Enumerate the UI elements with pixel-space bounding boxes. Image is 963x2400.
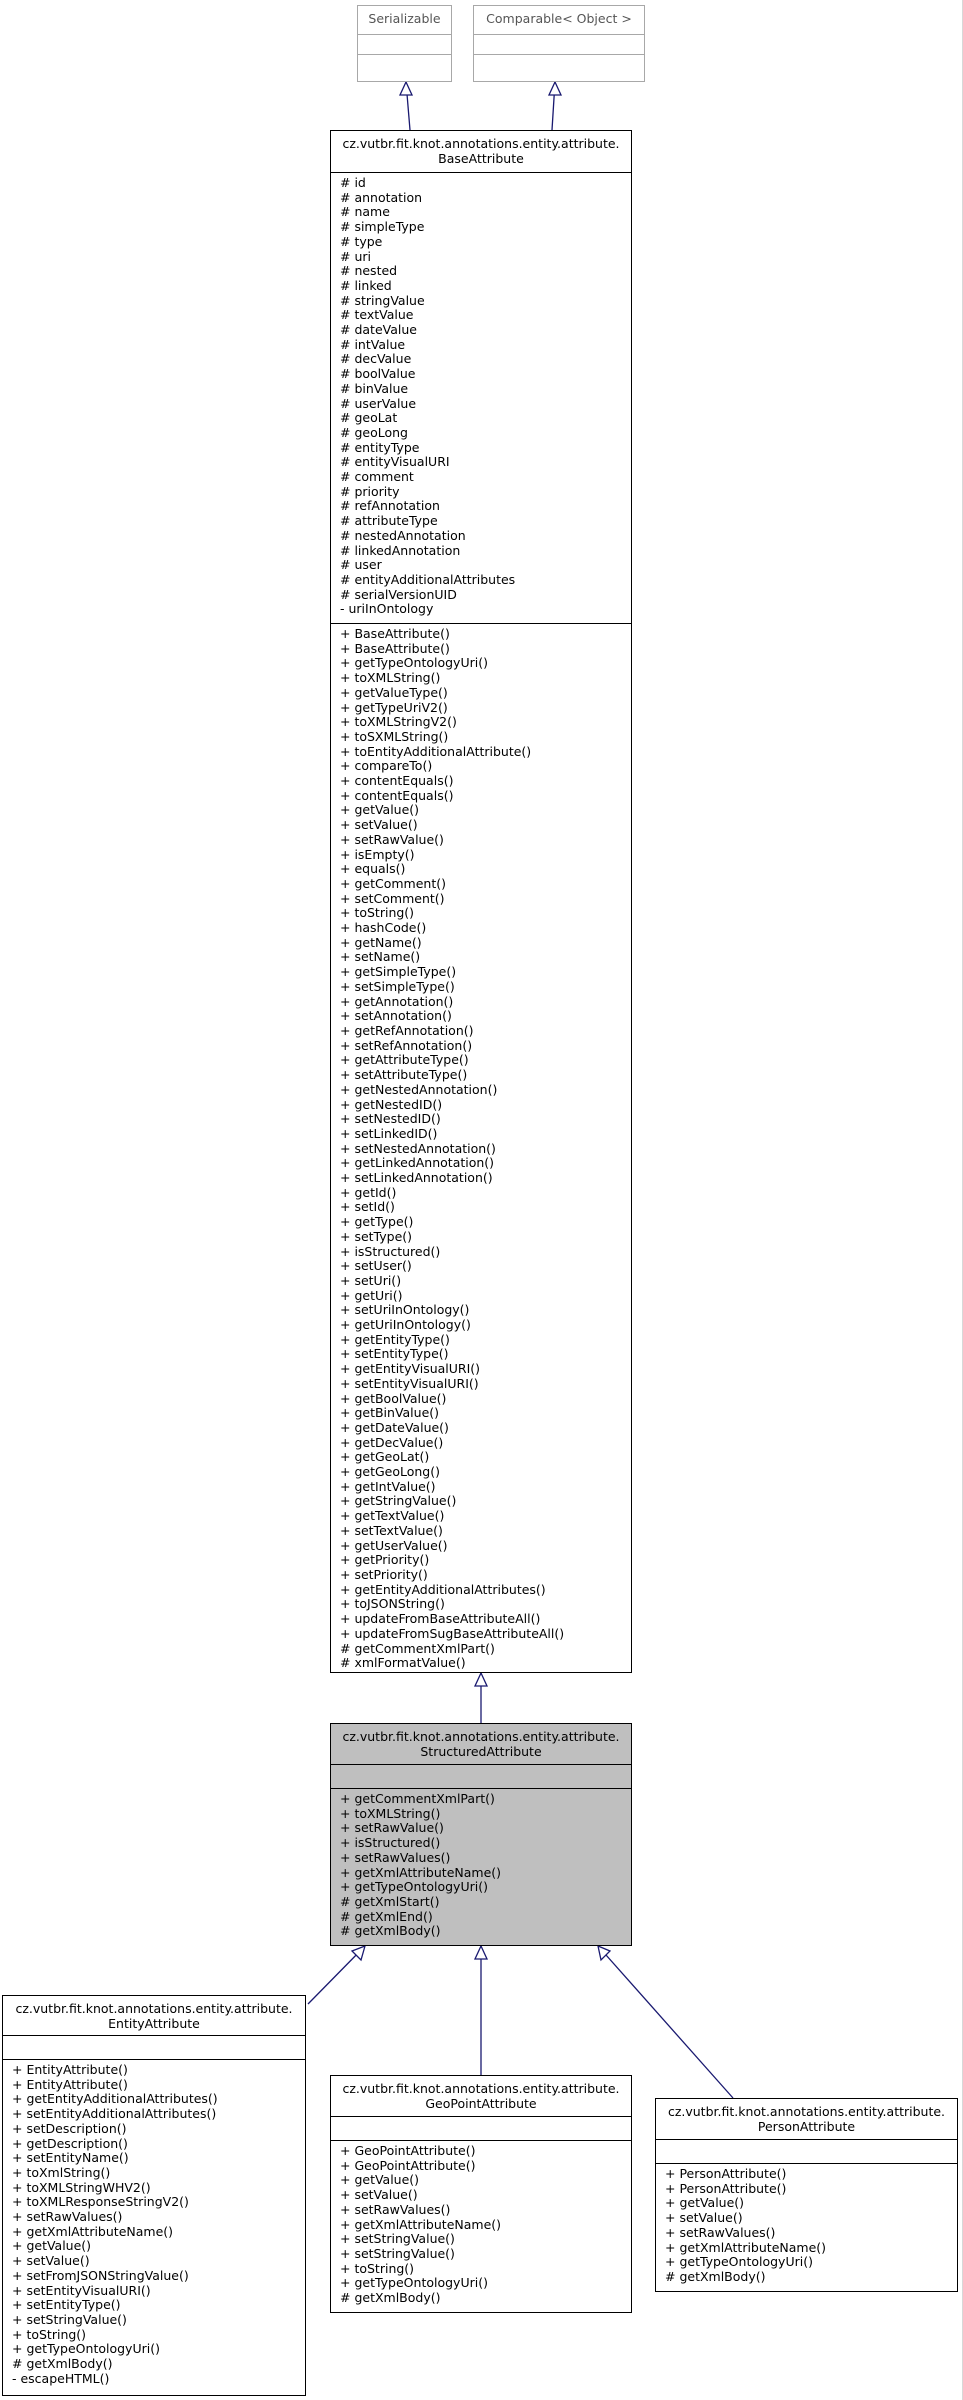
- method-row: + toXMLStringWHV2(): [12, 2179, 151, 2195]
- method-row: + getBoolValue(): [340, 1390, 447, 1406]
- attribute-row: # nestedAnnotation: [340, 527, 466, 543]
- method-row: + toXMLString(): [340, 1805, 441, 1821]
- class-title: [331, 1724, 631, 1764]
- attribute-row: # binValue: [340, 380, 409, 396]
- method-row: + setEntityName(): [12, 2150, 129, 2166]
- method-row: + setFromJSONStringValue(): [12, 2267, 189, 2283]
- attribute-row: # textValue: [340, 307, 414, 323]
- attribute-row: # annotation: [340, 189, 423, 205]
- method-row: + toString(): [340, 2260, 415, 2276]
- attribute-row: # stringValue: [340, 292, 425, 308]
- method-row: + getUserValue(): [340, 1537, 448, 1553]
- method-row: + setStringValue(): [12, 2311, 127, 2327]
- class-title: [331, 131, 631, 172]
- method-row: + contentEquals(): [340, 773, 454, 789]
- methods-section: [331, 1788, 631, 1945]
- attribute-row: # boolValue: [340, 366, 416, 382]
- method-row: # getXmlBody(): [340, 2290, 441, 2306]
- method-row: + setValue(): [665, 2210, 743, 2226]
- method-row: + setName(): [340, 949, 421, 965]
- method-row: + getXmlAttributeName(): [340, 1864, 502, 1880]
- method-row: + setNestedAnnotation(): [340, 1140, 496, 1156]
- class-package: cz.vutbr.fit.knot.annotations.entity.attribute.: [342, 2081, 620, 2096]
- method-row: + getEntityVisualURI(): [340, 1361, 481, 1377]
- method-row: + getValueType(): [340, 684, 448, 700]
- attribute-row: # type: [340, 233, 383, 249]
- method-row: + BaseAttribute(): [340, 640, 450, 656]
- method-row: + getEntityType(): [340, 1331, 450, 1347]
- method-row: + getCommentXmlPart(): [340, 1791, 495, 1806]
- class-name: PersonAttribute: [757, 2119, 856, 2134]
- method-row: + setSimpleType(): [340, 978, 455, 994]
- attribute-row: # user: [340, 557, 382, 573]
- method-row: + setEntityType(): [12, 2297, 121, 2313]
- method-row: + setRawValues(): [12, 2209, 123, 2225]
- method-row: + BaseAttribute(): [340, 626, 450, 641]
- method-row: + setRawValues(): [340, 1849, 451, 1865]
- class-comparable: [473, 5, 645, 82]
- method-row: + getTypeOntologyUri(): [340, 655, 488, 671]
- method-row: + getEntityAdditionalAttributes(): [12, 2091, 218, 2107]
- method-row: + getRefAnnotation(): [340, 1022, 474, 1038]
- method-row: + getEntityAdditionalAttributes(): [340, 1581, 546, 1597]
- attributes-section: [656, 2139, 957, 2163]
- method-row: + getType(): [340, 1214, 414, 1230]
- method-row: + setNestedID(): [340, 1111, 441, 1127]
- attribute-row: # linkedAnnotation: [340, 542, 461, 558]
- attribute-row: # name: [340, 204, 390, 220]
- attribute-row: # geoLat: [340, 410, 398, 426]
- method-row: + getValue(): [12, 2238, 92, 2254]
- arrowhead-base: [475, 1673, 487, 1686]
- attribute-row: # decValue: [340, 351, 412, 367]
- class-name: Comparable< Object >: [486, 11, 632, 26]
- method-row: + setEntityVisualURI(): [12, 2282, 151, 2298]
- attributes-section: [474, 34, 644, 54]
- method-row: + setLinkedAnnotation(): [340, 1170, 493, 1186]
- attribute-row: # linked: [340, 277, 392, 293]
- method-row: + hashCode(): [340, 920, 427, 936]
- attribute-row: # userValue: [340, 395, 417, 411]
- attribute-row: # serialVersionUID: [340, 586, 457, 602]
- method-row: + getXmlAttributeName(): [12, 2223, 174, 2239]
- method-row: + setEntityType(): [340, 1346, 449, 1362]
- method-row: + getXmlAttributeName(): [665, 2239, 827, 2255]
- method-row: + getNestedID(): [340, 1096, 443, 1112]
- class-entity-attribute: [2, 1995, 306, 2396]
- method-row: + getTypeUriV2(): [340, 699, 448, 715]
- attributes-section: [331, 2116, 631, 2140]
- method-row: + getComment(): [340, 875, 446, 891]
- method-row: + getValue(): [340, 802, 420, 818]
- attribute-row: - uriInOntology: [340, 601, 434, 617]
- method-row: + updateFromSugBaseAttributeAll(): [340, 1625, 565, 1641]
- method-row: + toXMLString(): [340, 670, 441, 686]
- attributes-section: [331, 172, 631, 623]
- method-row: + getAttributeType(): [340, 1052, 469, 1068]
- method-row: + setEntityVisualURI(): [340, 1375, 479, 1391]
- method-row: + toString(): [12, 2326, 87, 2342]
- method-row: + EntityAttribute(): [12, 2076, 128, 2092]
- method-row: + getTypeOntologyUri(): [340, 1879, 488, 1895]
- method-row: + getTypeOntologyUri(): [340, 2275, 488, 2291]
- method-row: + isStructured(): [340, 1835, 441, 1851]
- attribute-row: # priority: [340, 483, 400, 499]
- method-row: + PersonAttribute(): [665, 2180, 787, 2196]
- method-row: + setEntityAdditionalAttributes(): [12, 2106, 217, 2122]
- method-row: + getXmlAttributeName(): [340, 2216, 502, 2232]
- method-row: + setValue(): [12, 2253, 90, 2269]
- method-row: + getUri(): [340, 1287, 403, 1303]
- method-row: + getDecValue(): [340, 1434, 444, 1450]
- method-row: + GeoPointAttribute(): [340, 2157, 476, 2173]
- attribute-row: # nested: [340, 263, 398, 279]
- method-row: + setAttributeType(): [340, 1067, 468, 1083]
- methods-section: [474, 54, 644, 81]
- attribute-row: # attributeType: [340, 513, 438, 529]
- method-row: + getSimpleType(): [340, 964, 457, 980]
- class-package: cz.vutbr.fit.knot.annotations.entity.attribute.: [342, 136, 620, 151]
- attribute-row: # dateValue: [340, 322, 417, 338]
- class-name: EntityAttribute: [108, 2016, 200, 2031]
- method-row: + setAnnotation(): [340, 1008, 452, 1024]
- method-row: + getAnnotation(): [340, 993, 454, 1009]
- class-geo-point-attribute: [330, 2075, 632, 2313]
- method-row: + getTextValue(): [340, 1508, 445, 1524]
- method-row: # getCommentXmlPart(): [340, 1640, 495, 1656]
- method-row: + getDateValue(): [340, 1419, 449, 1435]
- class-title: [358, 6, 451, 34]
- method-row: + getGeoLong(): [340, 1464, 440, 1480]
- method-row: + setTextValue(): [340, 1522, 443, 1538]
- method-row: + getIntValue(): [340, 1478, 436, 1494]
- method-row: + getDescription(): [12, 2135, 128, 2151]
- method-row: + toXMLStringV2(): [340, 714, 457, 730]
- method-row: + EntityAttribute(): [12, 2062, 128, 2077]
- class-title: [331, 2076, 631, 2116]
- method-row: + getValue(): [340, 2172, 420, 2188]
- method-row: + getGeoLat(): [340, 1449, 430, 1465]
- method-row: + updateFromBaseAttributeAll(): [340, 1611, 541, 1627]
- method-row: + getTypeOntologyUri(): [12, 2341, 160, 2357]
- class-package: cz.vutbr.fit.knot.annotations.entity.attribute.: [15, 2001, 293, 2016]
- method-row: + setStringValue(): [340, 2231, 455, 2247]
- arrowhead-structured-center: [475, 1946, 487, 1959]
- class-title: [656, 2099, 957, 2139]
- method-row: # getXmlStart(): [340, 1893, 440, 1909]
- attributes-section: [3, 2035, 305, 2059]
- method-row: + setStringValue(): [340, 2245, 455, 2261]
- method-row: + setPriority(): [340, 1567, 428, 1582]
- class-name: Serializable: [368, 11, 441, 26]
- methods-section: [3, 2059, 305, 2395]
- method-row: + GeoPointAttribute(): [340, 2143, 476, 2158]
- method-row: + contentEquals(): [340, 787, 454, 803]
- method-row: + setUri(): [340, 1272, 402, 1288]
- arrowhead-serializable: [400, 82, 412, 95]
- method-row: + getName(): [340, 934, 422, 950]
- method-row: + setRawValue(): [340, 1820, 444, 1836]
- method-row: # getXmlBody(): [665, 2268, 766, 2284]
- method-row: + getStringValue(): [340, 1493, 457, 1509]
- class-package: cz.vutbr.fit.knot.annotations.entity.attribute.: [667, 2104, 946, 2119]
- attribute-row: # uri: [340, 248, 371, 264]
- methods-section: [331, 623, 631, 1672]
- method-row: + toSXMLString(): [340, 728, 449, 744]
- method-row: + getNestedAnnotation(): [340, 1081, 498, 1097]
- method-row: + setUriInOntology(): [340, 1302, 470, 1318]
- class-title: [3, 1996, 305, 2035]
- method-row: + setLinkedID(): [340, 1125, 438, 1141]
- attribute-row: # entityAdditionalAttributes: [340, 571, 516, 587]
- attribute-row: # entityType: [340, 439, 420, 455]
- method-row: + toEntityAdditionalAttribute(): [340, 743, 532, 759]
- method-row: + getId(): [340, 1184, 397, 1200]
- methods-section: [656, 2163, 957, 2291]
- attribute-row: # geoLong: [340, 424, 408, 440]
- attribute-row: # id: [340, 175, 366, 190]
- attribute-row: # refAnnotation: [340, 498, 440, 514]
- attributes-section: [358, 34, 451, 54]
- method-row: + isEmpty(): [340, 846, 415, 862]
- method-row: + setComment(): [340, 890, 445, 906]
- method-row: + setRefAnnotation(): [340, 1037, 473, 1053]
- method-row: + setUser(): [340, 1258, 412, 1274]
- method-row: - escapeHTML(): [12, 2370, 110, 2386]
- method-row: + equals(): [340, 861, 406, 877]
- attribute-row: # comment: [340, 469, 414, 485]
- attribute-row: # intValue: [340, 336, 406, 352]
- method-row: + setValue(): [340, 817, 418, 833]
- class-title: [474, 6, 644, 34]
- method-row: + getValue(): [665, 2195, 745, 2211]
- method-row: + toXMLResponseStringV2(): [12, 2194, 189, 2210]
- method-row: + setType(): [340, 1228, 413, 1244]
- class-name: GeoPointAttribute: [425, 2096, 537, 2111]
- attribute-row: # simpleType: [340, 219, 425, 235]
- class-base-attribute: [330, 130, 632, 1673]
- method-row: + getBinValue(): [340, 1405, 440, 1421]
- method-row: + getUriInOntology(): [340, 1317, 471, 1333]
- class-name: BaseAttribute: [438, 151, 524, 166]
- method-row: # xmlFormatValue(): [340, 1655, 466, 1671]
- method-row: + setRawValue(): [340, 831, 444, 847]
- method-row: + setDescription(): [12, 2120, 127, 2136]
- method-row: # getXmlEnd(): [340, 1908, 433, 1924]
- methods-section: [331, 2140, 631, 2312]
- method-row: + setRawValues(): [665, 2224, 776, 2240]
- class-name: StructuredAttribute: [420, 1744, 542, 1759]
- method-row: + isStructured(): [340, 1243, 441, 1259]
- method-row: + toJSONString(): [340, 1596, 445, 1612]
- method-row: + PersonAttribute(): [665, 2166, 787, 2181]
- method-row: + getTypeOntologyUri(): [665, 2254, 813, 2270]
- class-serializable: [357, 5, 452, 82]
- method-row: + toString(): [340, 905, 415, 921]
- arrowhead-comparable: [549, 82, 561, 95]
- method-row: + getLinkedAnnotation(): [340, 1155, 495, 1171]
- class-person-attribute: [655, 2098, 958, 2292]
- method-row: + toXmlString(): [12, 2164, 111, 2180]
- method-row: + compareTo(): [340, 758, 433, 774]
- method-row: + setValue(): [340, 2187, 418, 2203]
- method-row: + setId(): [340, 1199, 395, 1215]
- method-row: + setRawValues(): [340, 2201, 451, 2217]
- method-row: # getXmlBody(): [12, 2356, 113, 2372]
- method-row: + getPriority(): [340, 1552, 430, 1568]
- attribute-row: # entityVisualURI: [340, 454, 450, 470]
- class-structured-attribute: [330, 1723, 632, 1946]
- class-package: cz.vutbr.fit.knot.annotations.entity.attribute.: [342, 1729, 620, 1744]
- method-row: # getXmlBody(): [340, 1923, 441, 1939]
- methods-section: [358, 54, 451, 81]
- attributes-section: [331, 1764, 631, 1788]
